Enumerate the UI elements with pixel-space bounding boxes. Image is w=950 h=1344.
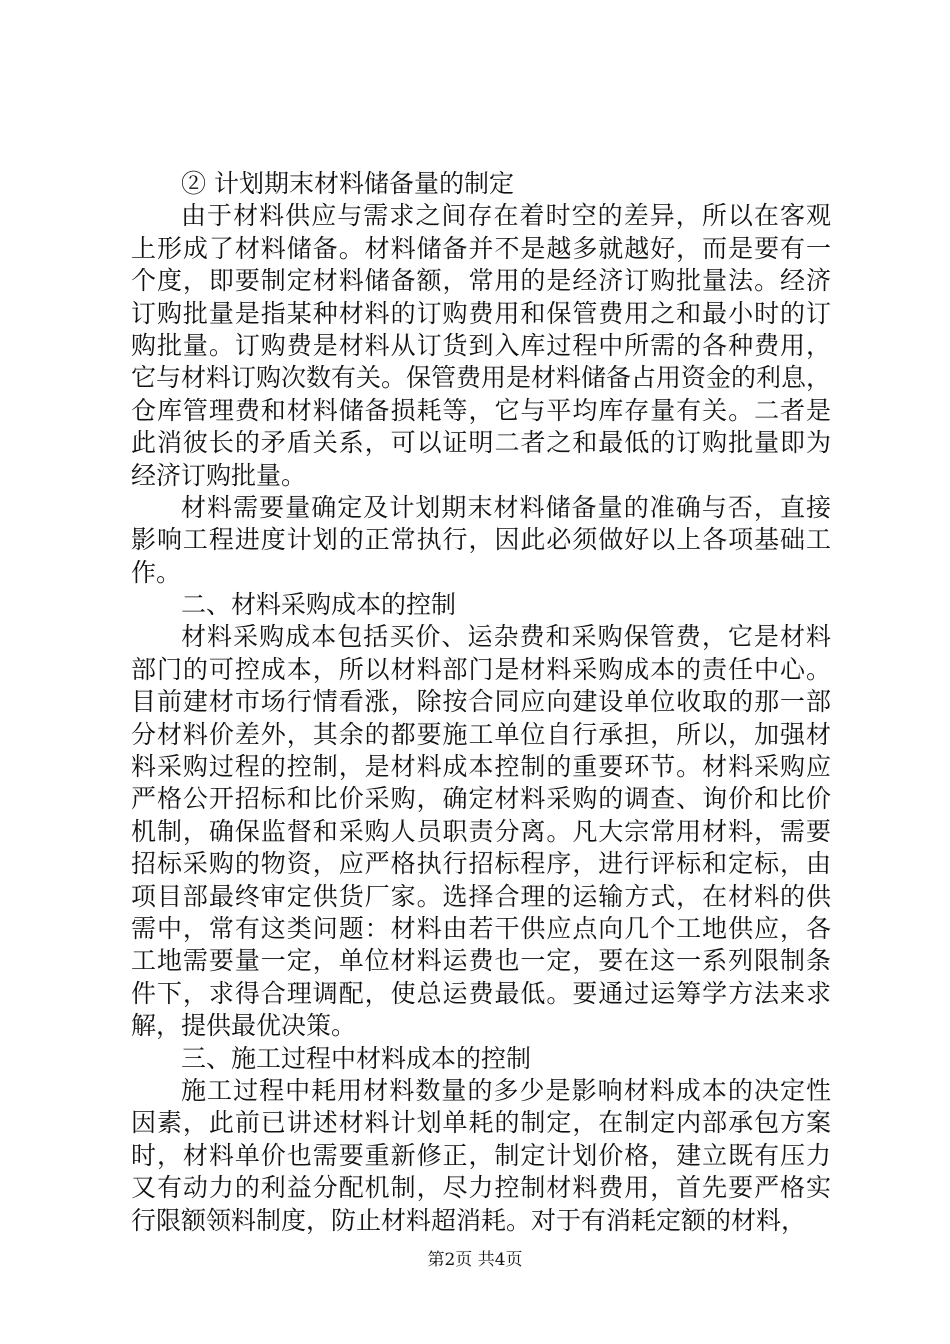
text-line: 三、施工过程中材料成本的控制 [181, 1043, 532, 1073]
text-line: 购批量。订购费是材料从订货到入库过程中所需的各种费用， [131, 330, 831, 360]
text-line: 解，提供最优决策。 [131, 1011, 357, 1041]
text-line: 经济订购批量。 [131, 460, 307, 490]
text-line: 仓库管理费和材料储备损耗等，它与平均库存量有关。二者是 [131, 395, 831, 425]
text-line: 此消彼长的矛盾关系，可以证明二者之和最低的订购批量即为 [131, 428, 831, 458]
text-line: 二、材料采购成本的控制 [181, 590, 457, 620]
section-heading [131, 589, 831, 621]
section-heading [131, 168, 831, 200]
text-line: 订购批量是指某种材料的订购费用和保管费用之和最小时的订 [131, 298, 831, 328]
text-line: 施工过程中耗用材料数量的多少是影响材料成本的决定性 [181, 1075, 831, 1105]
text-line: 由于材料供应与需求之间存在着时空的差异，所以在客观 [181, 201, 831, 231]
text-line: 工地需要量一定，单位材料运费也一定，要在这一系列限制条 [131, 946, 831, 976]
text-line: 个度，即要制定材料储备额，常用的是经济订购批量法。经济 [131, 266, 831, 296]
text-line: 分材料价差外，其余的都要施工单位自行承担，所以，加强材 [131, 719, 831, 749]
paragraph [131, 200, 831, 492]
text-line: 作。 [131, 557, 182, 587]
section-heading [131, 1043, 831, 1075]
text-line: 行限额领料制度，防止材料超消耗。对于有消耗定额的材料， [131, 1205, 807, 1235]
text-line: 它与材料订购次数有关。保管费用是材料储备占用资金的利息， [131, 363, 832, 393]
text-line: ② 计划期末材料储备量的制定 [181, 169, 514, 198]
text-line: 招标采购的物资，应严格执行招标程序，进行评标和定标，由 [131, 849, 831, 879]
paragraph [131, 492, 831, 589]
text-line: 件下，求得合理调配，使总运费最低。要通过运筹学方法来求 [131, 978, 831, 1008]
text-line: 目前建材市场行情看涨，除按合同应向建设单位收取的那一部 [131, 687, 831, 717]
text-line: 严格公开招标和比价采购，确定材料采购的调查、询价和比价 [131, 784, 831, 814]
document-body [131, 168, 831, 1237]
text-line: 影响工程进度计划的正常执行，因此必须做好以上各项基础工 [131, 525, 831, 555]
text-line: 时，材料单价也需要重新修正，制定计划价格，建立既有压力 [131, 1140, 831, 1170]
page-footer: 第2页 共4页 [427, 1250, 523, 1270]
paragraph [131, 1075, 831, 1237]
text-line: 材料采购成本包括买价、运杂费和采购保管费，它是材料 [181, 622, 831, 652]
text-line: 料采购过程的控制，是材料成本控制的重要环节。材料采购应 [131, 752, 831, 782]
text-line: 材料需要量确定及计划期末材料储备量的准确与否，直接 [181, 492, 831, 522]
text-line: 需中，常有这类问题：材料由若干供应点向几个工地供应，各 [131, 913, 831, 943]
text-line: 因素，此前已讲述材料计划单耗的制定，在制定内部承包方案 [131, 1108, 831, 1138]
text-line: 上形成了材料储备。材料储备并不是越多就越好，而是要有一 [131, 233, 831, 263]
paragraph [131, 621, 831, 1042]
text-line: 项目部最终审定供货厂家。选择合理的运输方式，在材料的供 [131, 881, 831, 911]
text-line: 机制，确保监督和采购人员职责分离。凡大宗常用材料，需要 [131, 816, 831, 846]
text-line: 部门的可控成本，所以材料部门是材料采购成本的责任中心。 [131, 654, 831, 684]
text-line: 又有动力的利益分配机制，尽力控制材料费用，首先要严格实 [131, 1173, 831, 1203]
